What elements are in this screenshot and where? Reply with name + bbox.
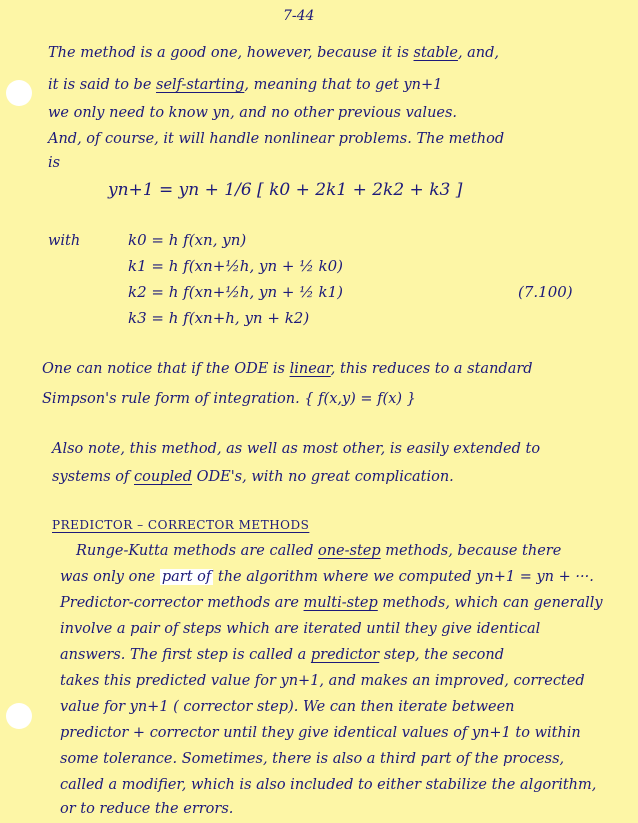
equation-number: (7.100) (518, 283, 573, 301)
para4-line5: answers. The first step is called a predictor step, the second (60, 647, 505, 663)
para3-line1: Also note, this method, as well as most other, is easily extended to (52, 441, 541, 457)
k0-equation: k0 = h f(xn, yn) (128, 231, 247, 249)
multi-step-term: multi-step (303, 595, 378, 611)
para4-line11: or to reduce the errors. (60, 801, 234, 817)
page-number: 7-44 (283, 8, 315, 24)
rk4-main-equation: yn+1 = yn + 1/6 [ k0 + 2k1 + 2k2 + k3 ] (108, 180, 463, 200)
para4-line10: called a modifier, which is also included to either stabilize the algorithm, (60, 777, 597, 793)
stable-term: stable (413, 45, 458, 61)
para1-line3: we only need to know yn, and no other previous values. (48, 105, 458, 121)
part-of-highlight: part of (161, 569, 212, 585)
para1-line2: it is said to be self-starting, meaning that to get yn+1 (48, 77, 443, 93)
binder-hole-bottom (6, 703, 32, 729)
para4-line9: some tolerance. Sometimes, there is also a third part of the process, (60, 751, 565, 767)
para4-line3: Predictor-corrector methods are multi-step methods, which can generally (60, 595, 603, 611)
para2-line2: Simpson's rule form of integration. { f(x,y) = f(x) } (42, 391, 416, 407)
binder-hole-top (6, 80, 32, 106)
predictor-term: predictor (310, 647, 380, 663)
para1-line5: is (48, 155, 61, 171)
para4-line1: Runge-Kutta methods are called one-step methods, because there (76, 543, 562, 559)
with-label: with (48, 233, 81, 249)
para4-line2: was only one part of the algorithm where we computed yn+1 = yn + ···. (60, 569, 594, 585)
para4-line6: takes this predicted value for yn+1, and makes an improved, corrected (60, 673, 585, 689)
para4-line8: predictor + corrector until they give identical values of yn+1 to within (60, 725, 581, 741)
para1-line4: And, of course, it will handle nonlinear problems. The method (48, 131, 505, 147)
para4-line4: involve a pair of steps which are iterated until they give identical (60, 621, 541, 637)
para4-line7: value for yn+1 ( corrector step). We can then iterate between (60, 699, 515, 715)
k2-equation: k2 = h f(xn+½h, yn + ½ k1) (128, 283, 344, 301)
self-starting-term: self-starting (156, 77, 245, 93)
k1-equation: k1 = h f(xn+½h, yn + ½ k0) (128, 257, 344, 275)
linear-term: linear (289, 361, 331, 377)
one-step-term: one-step (317, 543, 381, 559)
section-heading: PREDICTOR – CORRECTOR METHODS (52, 518, 310, 532)
para1-line1: The method is a good one, however, because it is stable, and, (48, 45, 500, 61)
para3-line2: systems of coupled ODE's, with no great complication. (52, 469, 454, 485)
coupled-term: coupled (134, 469, 192, 485)
para2-line1: One can notice that if the ODE is linear, this reduces to a standard (42, 361, 533, 377)
k3-equation: k3 = h f(xn+h, yn + k2) (128, 309, 310, 327)
